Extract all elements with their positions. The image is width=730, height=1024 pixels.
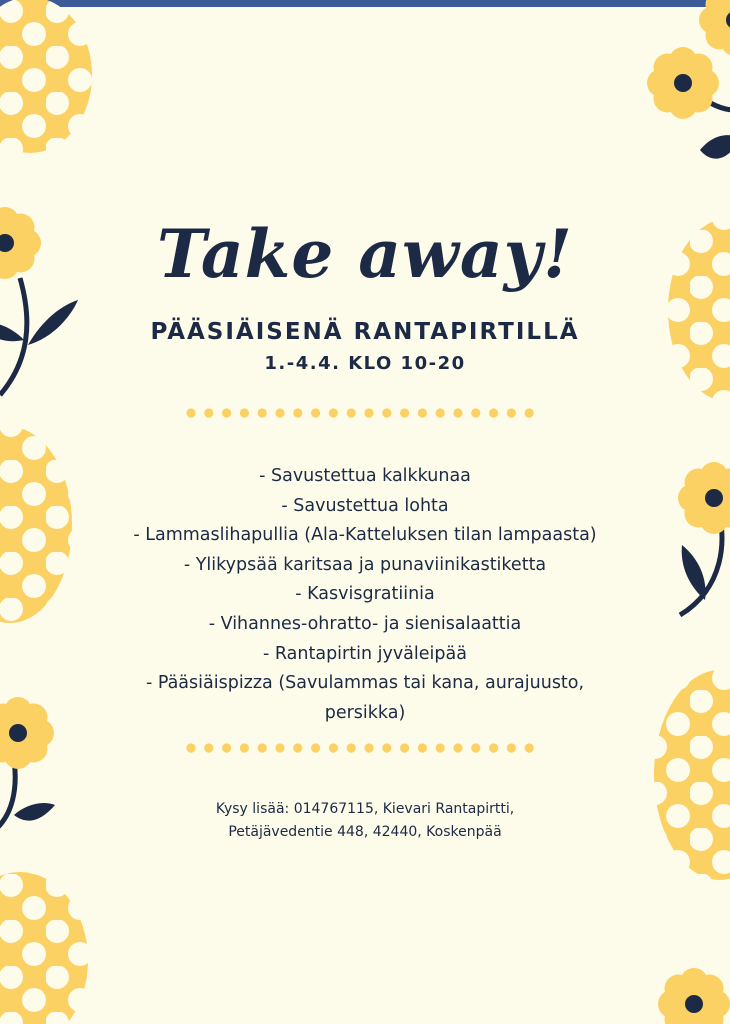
dotted-divider xyxy=(186,408,533,417)
divider-dot xyxy=(347,408,356,417)
menu-item: - Lammaslihapullia (Ala-Katteluksen tilan lampaasta) xyxy=(133,525,597,546)
menu-item: persikka) xyxy=(324,702,406,723)
divider-dot xyxy=(204,408,213,417)
menu-item: - Ylikypsää karitsaa ja punaviinikastiketta xyxy=(183,554,547,575)
subtitle: PÄÄSIÄISENÄ RANTAPIRTILLÄ xyxy=(150,319,580,345)
divider-dot xyxy=(240,408,249,417)
contact-info xyxy=(0,798,730,844)
divider-dot xyxy=(489,743,498,752)
contact-line: Petäjävedentie 448, 42440, Koskenpää xyxy=(228,824,502,840)
divider-dot xyxy=(275,408,284,417)
divider-dot xyxy=(418,743,427,752)
divider-dot xyxy=(436,408,445,417)
divider-dot xyxy=(258,743,267,752)
menu-list xyxy=(80,462,650,728)
divider-dot xyxy=(311,408,320,417)
divider-dot xyxy=(240,743,249,752)
divider-dot xyxy=(453,743,462,752)
divider-dot xyxy=(382,743,391,752)
dotted-divider xyxy=(186,743,533,752)
flower-icon xyxy=(678,462,730,615)
opening-dates: 1.-4.4. KLO 10-20 xyxy=(264,353,466,374)
divider-dot xyxy=(489,408,498,417)
contact-line: Kysy lisää: 014767115, Kievari Rantapirtti, xyxy=(215,801,515,817)
divider-dot xyxy=(364,743,373,752)
polka-dot-egg xyxy=(0,872,88,1024)
divider-dot xyxy=(400,408,409,417)
divider-dot xyxy=(311,743,320,752)
divider-dot xyxy=(453,408,462,417)
flower-icon xyxy=(699,0,730,56)
polka-dot-egg xyxy=(0,0,92,153)
divider-dot xyxy=(186,743,195,752)
divider-dot xyxy=(329,743,338,752)
divider-dot xyxy=(418,408,427,417)
headline: Take away! xyxy=(157,215,573,293)
menu-item: - Savustettua kalkkunaa xyxy=(259,466,471,486)
divider-dot xyxy=(204,743,213,752)
divider-dot xyxy=(186,408,195,417)
divider-dot xyxy=(525,408,534,417)
divider-dot xyxy=(293,743,302,752)
flower-icon xyxy=(658,968,730,1024)
menu-item: - Rantapirtin jyväleipää xyxy=(263,643,467,664)
menu-item: - Vihannes-ohratto- ja sienisalaattia xyxy=(208,613,522,634)
divider-dot xyxy=(329,408,338,417)
divider-dot xyxy=(400,743,409,752)
menu-item: - Savustettua lohta xyxy=(281,495,449,516)
divider-dot xyxy=(507,408,516,417)
divider-dot xyxy=(436,743,445,752)
divider-dot xyxy=(293,408,302,417)
menu-item: - Kasvisgratiinia xyxy=(295,584,435,605)
divider-dot xyxy=(347,743,356,752)
polka-dot-egg xyxy=(654,670,730,880)
polka-dot-egg xyxy=(0,427,72,623)
menu-item: - Pääsiäispizza (Savulammas tai kana, aurajuusto, xyxy=(145,673,585,694)
divider-dot xyxy=(275,743,284,752)
divider-dot xyxy=(471,743,480,752)
divider-dot xyxy=(222,743,231,752)
divider-dot xyxy=(364,408,373,417)
divider-dot xyxy=(525,743,534,752)
divider-dot xyxy=(382,408,391,417)
divider-dot xyxy=(222,408,231,417)
flower-icon xyxy=(647,47,730,159)
divider-dot xyxy=(507,743,516,752)
divider-dot xyxy=(471,408,480,417)
top-bar xyxy=(0,0,730,7)
divider-dot xyxy=(258,408,267,417)
